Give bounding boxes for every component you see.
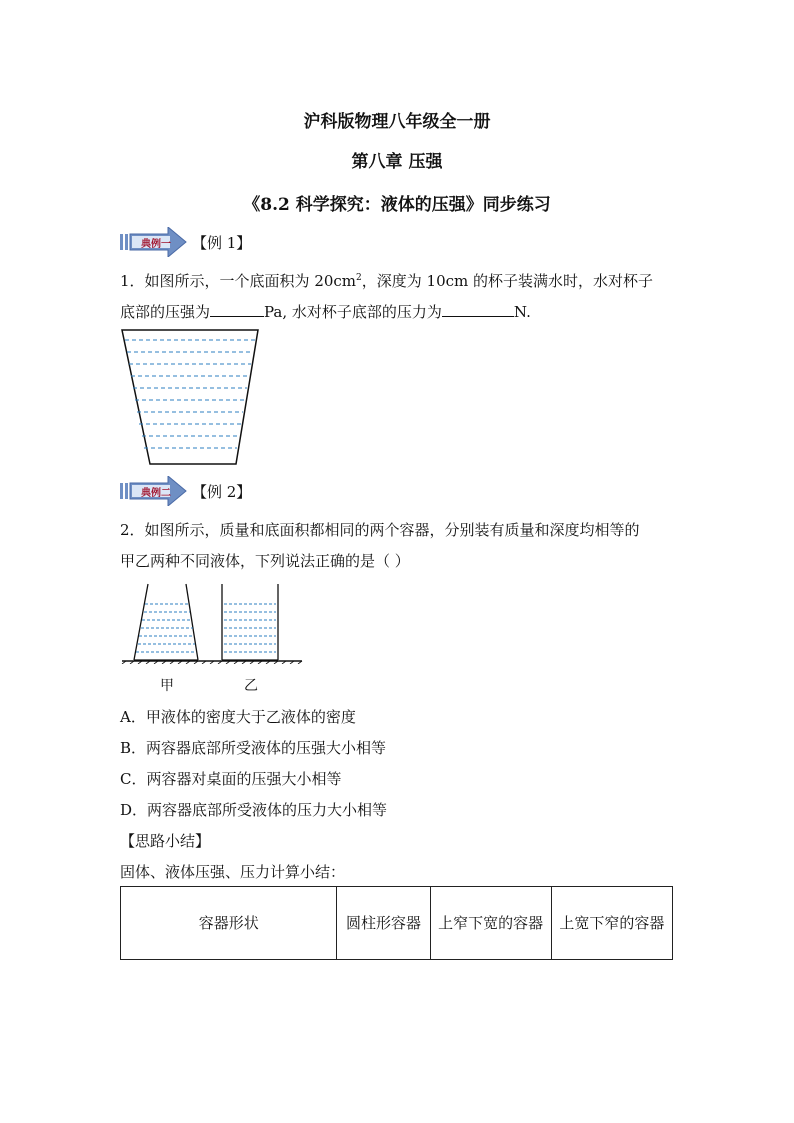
q1-superscript: 2 (356, 273, 362, 283)
q1-text-e: N. (513, 303, 531, 321)
table-row (121, 887, 673, 960)
figure-label-jia: 甲 (160, 678, 174, 694)
q1-text-a: 1．如图所示，一个底面积为 20cm (120, 272, 357, 290)
example-1-badge (120, 227, 320, 257)
summary-intro: 固体、液体压强、压力计算小结： (120, 863, 346, 881)
section-title: 《8.2 科学探究：液体的压强》同步练习 (243, 195, 551, 215)
question-2-line-1: 2．如图所示，质量和底面积都相同的两个容器，分别装有质量和深度均相等的 (120, 521, 640, 539)
example-label: 【例 2】 (192, 483, 252, 501)
option-a[interactable]: A．甲液体的密度大于乙液体的密度 (120, 708, 356, 726)
figure-label-yi: 乙 (244, 678, 258, 694)
answer-blank-pressure[interactable] (210, 302, 264, 317)
option-c[interactable]: C．两容器对桌面的压强大小相等 (120, 770, 342, 788)
badge-text: 典例一 (141, 239, 171, 250)
table-header-cell: 上宽下窄的容器 (551, 887, 672, 960)
containers-figure (120, 582, 305, 664)
summary-heading: 【思路小结】 (120, 832, 211, 850)
q1-text-c: 底部的压强为 (120, 303, 211, 321)
table-header-cell: 上窄下宽的容器 (430, 887, 551, 960)
cup-figure (118, 326, 268, 471)
question-2-line-2: 甲乙两种不同液体，下列说法正确的是（ ） (120, 552, 410, 570)
question-1-line-2 (120, 301, 531, 322)
option-d[interactable]: D．两容器底部所受液体的压力大小相等 (120, 801, 388, 819)
badge-text: 典例二 (141, 488, 171, 499)
answer-blank-force[interactable] (442, 302, 514, 317)
table-header-cell: 圆柱形容器 (337, 887, 430, 960)
example-2-badge (120, 476, 320, 506)
summary-table (120, 886, 673, 960)
example-label: 【例 1】 (192, 234, 252, 252)
option-b[interactable]: B．两容器底部所受液体的压强大小相等 (120, 739, 387, 757)
chapter-title: 第八章 压强 (351, 152, 443, 172)
book-title: 沪科版物理八年级全一册 (303, 112, 491, 132)
q1-text-b: ，深度为 10cm 的杯子装满水时，水对杯子 (361, 272, 654, 290)
question-1-line-1 (120, 270, 653, 291)
q1-text-d: Pa, 水对杯子底部的压力为 (264, 303, 442, 321)
table-header-cell: 容器形状 (121, 887, 337, 960)
